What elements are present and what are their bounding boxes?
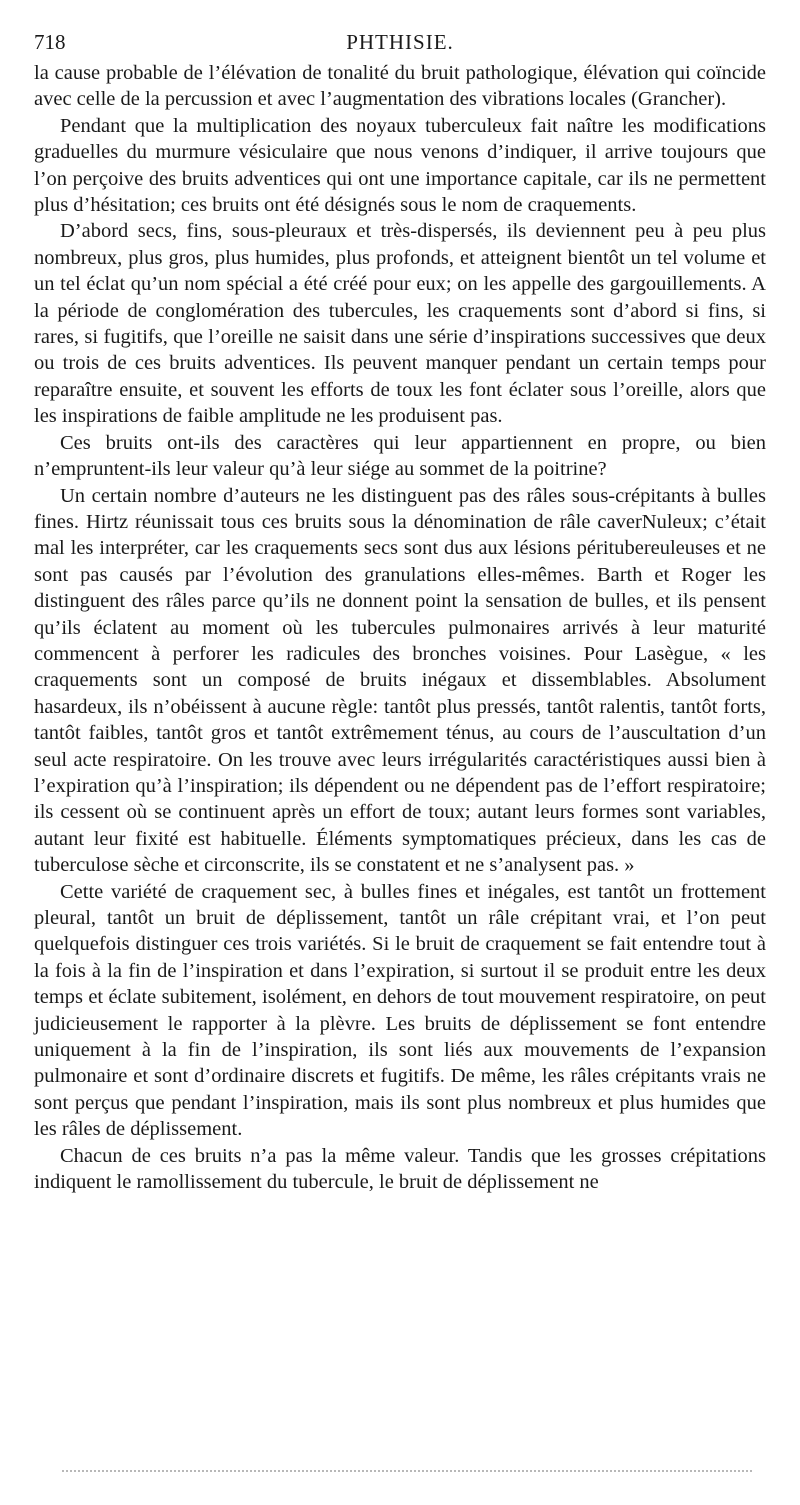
running-title: PHTHISIE.	[346, 30, 454, 54]
paragraph: Un certain nombre d’auteurs ne les distinguent pas des râles sous-crépitants à bulles fines. Hirtz réunissait tous ces bruits sous la dénomination de râle caverNuleux; c’était mal les interpréter, car les craquements secs sont dus aux lésions péritubereuleuses et ne sont pas causés par l’évolution des granulations elles-mêmes. Barth et Roger les distinguent des râles parce qu’ils ne donnent point la sensation de bulles, et ils pensent qu’ils éclatent au moment où les tubercules pulmonaires arrivés à leur maturité commencent à perforer les radicules des bronches voisines. Pour Lasègue, « les craquements sont un composé de bruits inégaux et dissemblables. Absolument hasardeux, ils n’obéissent à aucune règle: tantôt plus pressés, tantôt ralentis, tantôt forts, tantôt faibles, tantôt gros et tantôt extrêmement ténus, au cours de l’auscultation d’un seul acte respiratoire. On les trouve avec leurs irrégularités caractéristiques aussi bien à l’expiration qu’à l’inspiration; ils dépendent ou ne dépendent pas de l’effort respiratoire; ils cessent où se continuent après un effort de toux; autant leurs formes sont variables, autant leur fixité est habituelle. Éléments symptomatiques précieux, dans les cas de tuberculose sèche et circonscrite, ils se constatent et ne s’analysent pas. »	[34, 484, 766, 877]
paragraph: Pendant que la multiplication des noyaux tuberculeux fait naître les modifications graduelles du murmure vésiculaire que nous venons d’indiquer, il arrive toujours que l’on perçoive des bruits adventices qui ont une importance capitale, car ils ne permettent plus d’hésitation; ces bruits ont été désignés sous le nom de craquements.	[34, 114, 766, 217]
paragraph: Cette variété de craquement sec, à bulles fines et inégales, est tantôt un frottement pleural, tantôt un bruit de déplissement, tantôt un râle crépitant vrai, et l’on peut quelquefois distinguer ces trois variétés. Si le bruit de craquement se fait entendre tout à la fois à la fin de l’inspiration et dans l’expiration, si surtout il se produit entre les deux temps et éclate subitement, isolément, en dehors de tout mouvement respiratoire, on peut judicieusement le rapporter à la plèvre. Les bruits de déplissement se font entendre uniquement à la fin de l’inspiration, ils sont liés aux mouvements de l’expansion pulmonaire et sont d’ordinaire discrets et fugitifs. De même, les râles crépitants vrais ne sont perçus que pendant l’inspiration, mais ils sont plus nombreux et plus humides que les râles de déplissement.	[34, 880, 766, 1141]
running-head	[34, 30, 766, 60]
paragraph: D’abord secs, fins, sous-pleuraux et très-dispersés, ils deviennent peu à peu plus nombreux, plus gros, plus humides, plus profonds, et atteignent bientôt un tel volume et un tel éclat qu’un nom spécial a été créé pour eux; on les appelle des gargouillements. A la période de conglomération des tubercules, les craquements sont d’abord si fins, si rares, si fugitifs, que l’oreille ne saisit dans une série d’inspirations successives que deux ou trois de ces bruits adventices. Ils peuvent manquer pendant un certain temps pour reparaître ensuite, et souvent les efforts de toux les font éclater sous l’oreille, alors que les inspirations de faible amplitude ne les produisent pas.	[34, 220, 766, 428]
body-text	[34, 60, 766, 1195]
paragraph: Ces bruits ont-ils des caractères qui leur appartiennent en propre, ou bien n’empruntent-ils leur valeur qu’à leur siége au sommet de la poitrine?	[34, 431, 766, 481]
page-number: 718	[34, 30, 66, 54]
paragraph: la cause probable de l’élévation de tonalité du bruit pathologique, élévation qui coïncide avec celle de la percussion et avec l’augmentation des vibrations locales (Grancher).	[34, 62, 766, 111]
paragraph: Chacun de ces bruits n’a pas la même valeur. Tandis que les grosses crépitations indiquent le ramollissement du tubercule, le bruit de déplissement ne	[34, 1144, 766, 1194]
document-page	[34, 30, 766, 1195]
footer-rule	[62, 1470, 752, 1472]
